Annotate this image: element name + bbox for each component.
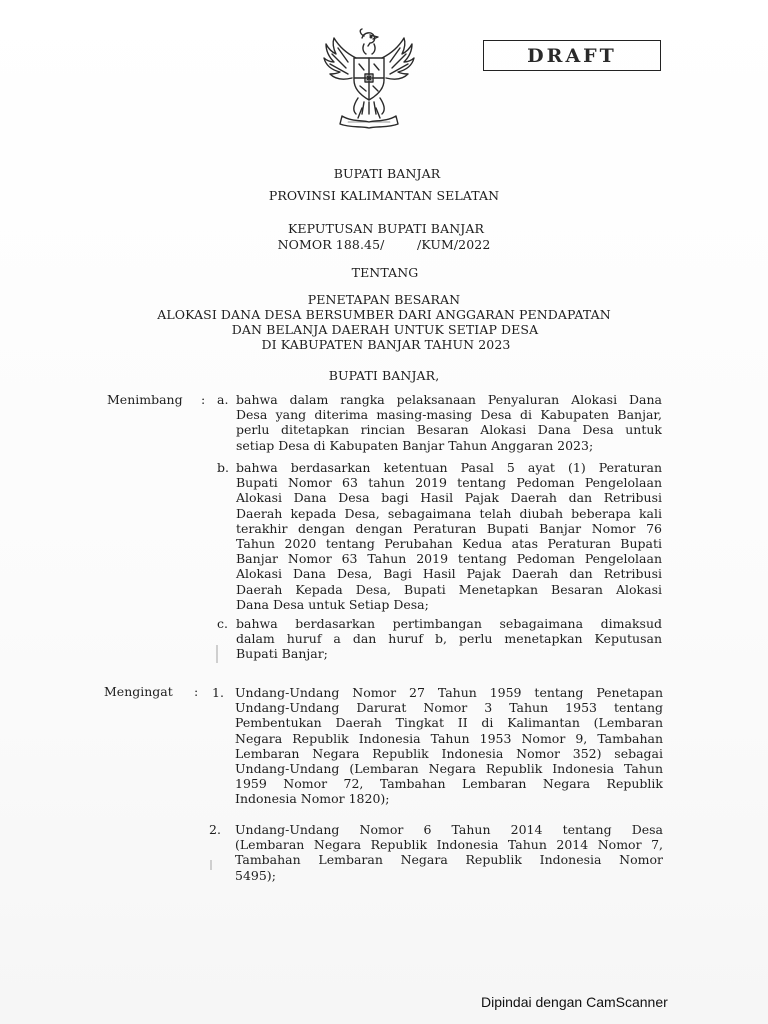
- province-title: PROVINSI KALIMANTAN SELATAN: [268, 188, 500, 203]
- text-line: Daerah Kepada Desa, Bupati Menetapkan Besaran Alokasi: [236, 581, 662, 597]
- decision-title: KEPUTUSAN BUPATI BANJAR: [287, 221, 485, 236]
- text-line: Tambahan Lembaran Negara Republik Indonesia Nomor: [235, 852, 663, 868]
- mengingat-item-2: [235, 822, 663, 883]
- text-line: Desa yang diterima masing-masing Desa di Kabupaten Banjar,: [236, 407, 662, 423]
- subject-line: ALOKASI DANA DESA BERSUMBER DARI ANGGARAN PENDAPATAN: [157, 307, 611, 322]
- text-line: 1959 Nomor 72, Tambahan Lembaran Negara Republik: [235, 776, 663, 792]
- text-line: Dana Desa untuk Setiap Desa;: [236, 596, 429, 612]
- text-line: Pembentukan Daerah Tingkat II di Kalimantan (Lembaran: [235, 715, 663, 731]
- mengingat-colon: :: [194, 684, 199, 699]
- text-line: Bupati Nomor 63 tahun 2019 tentang Pedoman Pengelolaan: [236, 475, 662, 491]
- menimbang-item-a: [236, 392, 662, 453]
- text-line: dalam huruf a dan huruf b, perlu menetapkan Keputusan: [236, 631, 662, 647]
- item-marker: c.: [217, 616, 228, 631]
- item-marker: a.: [217, 392, 229, 407]
- text-line: Lembaran Negara Republik Indonesia Nomor 352) sebagai: [235, 745, 663, 761]
- menimbang-colon: :: [201, 392, 206, 407]
- item-marker: 2.: [209, 822, 221, 837]
- text-line: Tahun 2020 tentang Perubahan Kedua atas Peraturan Bupati: [236, 536, 662, 552]
- text-line: Bupati Banjar;: [236, 646, 328, 662]
- menimbang-label: Menimbang: [107, 392, 183, 407]
- menimbang-item-b: [236, 460, 662, 612]
- text-line: terakhir dengan dengan Peraturan Bupati Banjar Nomor 76: [236, 520, 662, 536]
- text-line: Undang-Undang (Lembaran Negara Republik Indonesia Tahun: [235, 761, 663, 777]
- authority-heading: BUPATI BANJAR,: [328, 368, 440, 383]
- text-line: perlu ditetapkan rincian Besaran Alokasi Dana Desa untuk: [236, 422, 662, 438]
- subject-line: PENETAPAN BESARAN: [307, 292, 461, 307]
- regent-title: BUPATI BANJAR: [333, 166, 441, 181]
- mengingat-item-1: [235, 685, 663, 807]
- text-line: Undang-Undang Darurat Nomor 3 Tahun 1953 tentang: [235, 700, 663, 716]
- subject-line: DI KABUPATEN BANJAR TAHUN 2023: [261, 337, 511, 352]
- item-marker: b.: [217, 460, 229, 475]
- text-line: bahwa berdasarkan pertimbangan sebagaimana dimaksud: [236, 616, 662, 631]
- text-line: Alokasi Dana Desa bagi Hasil Pajak Daerah dan Retribusi: [236, 490, 662, 506]
- text-line: Banjar Nomor 63 Tahun 2019 tentang Pedoman Pengelolaan: [236, 551, 662, 567]
- scan-artifact: [216, 645, 218, 663]
- text-line: Undang-Undang Nomor 6 Tahun 2014 tentang Desa: [235, 822, 663, 837]
- scan-artifact: [210, 860, 212, 870]
- text-line: Indonesia Nomor 1820);: [235, 791, 390, 807]
- text-line: Negara Republik Indonesia Tahun 1953 Nomor 9, Tambahan: [235, 730, 663, 746]
- text-line: bahwa dalam rangka pelaksanaan Penyaluran Alokasi Dana: [236, 392, 662, 407]
- scanner-watermark: Dipindai dengan CamScanner: [481, 994, 668, 1010]
- text-line: Alokasi Dana Desa, Bagi Hasil Pajak Daerah dan Retribusi: [236, 566, 662, 582]
- text-line: setiap Desa di Kabupaten Banjar Tahun Anggaran 2023;: [236, 437, 594, 453]
- item-marker: 1.: [212, 685, 224, 700]
- text-line: bahwa berdasarkan ketentuan Pasal 5 ayat (1) Peraturan: [236, 460, 662, 475]
- garuda-emblem: [318, 28, 420, 134]
- text-line: Daerah kepada Desa, sebagaimana telah diubah beberapa kali: [236, 505, 662, 521]
- menimbang-item-c: [236, 616, 662, 662]
- text-line: (Lembaran Negara Republik Indonesia Tahun 2014 Nomor 7,: [235, 837, 663, 853]
- draft-stamp: DRAFT: [483, 40, 661, 71]
- decision-number: NOMOR 188.45/ /KUM/2022: [277, 237, 491, 252]
- text-line: Undang-Undang Nomor 27 Tahun 1959 tentang Penetapan: [235, 685, 663, 700]
- about-heading: TENTANG: [351, 265, 419, 280]
- text-line: 5495);: [235, 867, 276, 883]
- mengingat-label: Mengingat: [104, 684, 173, 699]
- subject-line: DAN BELANJA DAERAH UNTUK SETIAP DESA: [231, 322, 539, 337]
